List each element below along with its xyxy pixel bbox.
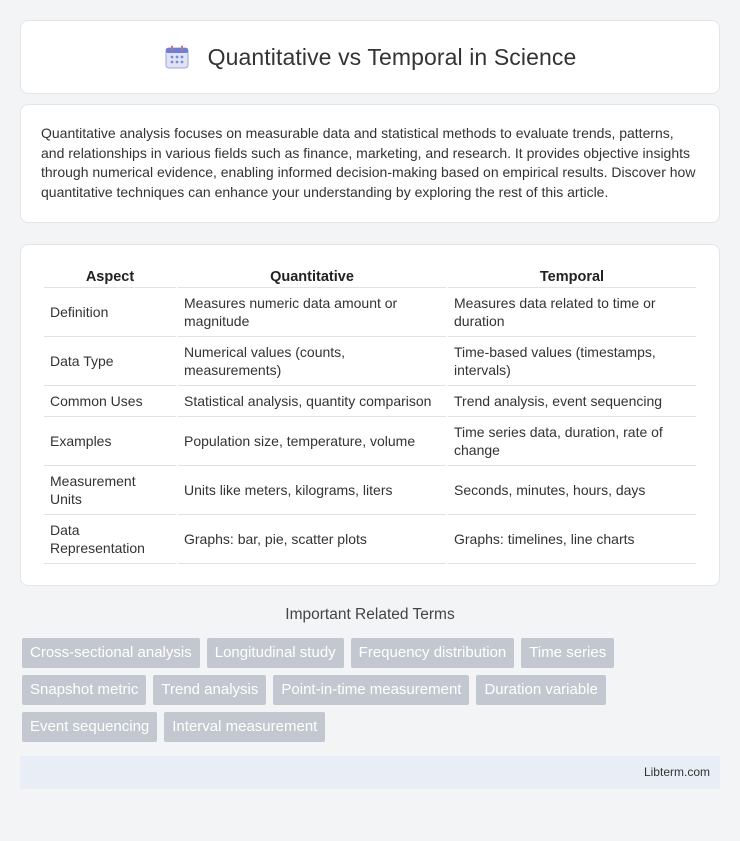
table-cell: Population size, temperature, volume — [178, 417, 446, 466]
comparison-table-card — [20, 244, 720, 586]
table-cell: Graphs: timelines, line charts — [448, 515, 696, 564]
table-cell: Measures numeric data amount or magnitude — [178, 288, 446, 337]
table-cell: Examples — [44, 417, 176, 466]
page-title: Quantitative vs Temporal in Science — [207, 43, 577, 70]
related-term-tag[interactable]: Cross-sectional analysis — [22, 638, 200, 668]
header-temporal: Temporal — [448, 267, 696, 288]
table-cell: Data Representation — [44, 515, 176, 564]
table-row — [44, 288, 696, 337]
table-cell: Numerical values (counts, measurements) — [178, 337, 446, 386]
table-cell: Time series data, duration, rate of change — [448, 417, 696, 466]
table-row — [44, 466, 696, 515]
related-term-tag[interactable]: Frequency distribution — [351, 638, 515, 668]
table-row — [44, 417, 696, 466]
related-term-tag[interactable]: Snapshot metric — [22, 675, 146, 705]
related-term-tag[interactable]: Event sequencing — [22, 712, 157, 742]
table-cell: Statistical analysis, quantity comparison — [178, 386, 446, 417]
related-term-tag[interactable]: Interval measurement — [164, 712, 325, 742]
related-term-tag[interactable]: Duration variable — [476, 675, 605, 705]
table-cell: Trend analysis, event sequencing — [448, 386, 696, 417]
table-row — [44, 337, 696, 386]
calendar-icon — [164, 44, 190, 70]
table-cell: Graphs: bar, pie, scatter plots — [178, 515, 446, 564]
intro-text: Quantitative analysis focuses on measurable data and statistical methods to evaluate trends, patterns, and relationships in various fields such as finance, marketing, and research. It provides objective insights through numerical evidence, enabling informed decision-making based on empirical results. Discover how quantitative techniques can enhance your understanding by exploring the rest of this article. — [41, 125, 696, 200]
related-terms-title: Important Related Terms — [285, 606, 455, 623]
footer — [20, 756, 720, 789]
header-quantitative: Quantitative — [178, 267, 446, 288]
table-cell: Definition — [44, 288, 176, 337]
related-term-tag[interactable]: Trend analysis — [153, 675, 266, 705]
comparison-table — [42, 267, 698, 564]
header-card — [20, 20, 720, 94]
related-term-tag[interactable]: Point-in-time measurement — [273, 675, 469, 705]
table-cell: Measures data related to time or duration — [448, 288, 696, 337]
related-term-tag[interactable]: Time series — [521, 638, 614, 668]
table-cell: Data Type — [44, 337, 176, 386]
table-row — [44, 386, 696, 417]
table-header-row — [44, 267, 696, 288]
related-term-tag[interactable]: Longitudinal study — [207, 638, 344, 668]
table-cell: Units like meters, kilograms, liters — [178, 466, 446, 515]
table-cell: Time-based values (timestamps, intervals) — [448, 337, 696, 386]
table-cell: Measurement Units — [44, 466, 176, 515]
table-cell: Common Uses — [44, 386, 176, 417]
related-terms-list — [20, 638, 720, 742]
footer-site-link[interactable]: Libterm.com — [643, 765, 710, 779]
intro-card — [20, 104, 720, 223]
table-cell: Seconds, minutes, hours, days — [448, 466, 696, 515]
header-aspect: Aspect — [44, 267, 176, 288]
table-row — [44, 515, 696, 564]
